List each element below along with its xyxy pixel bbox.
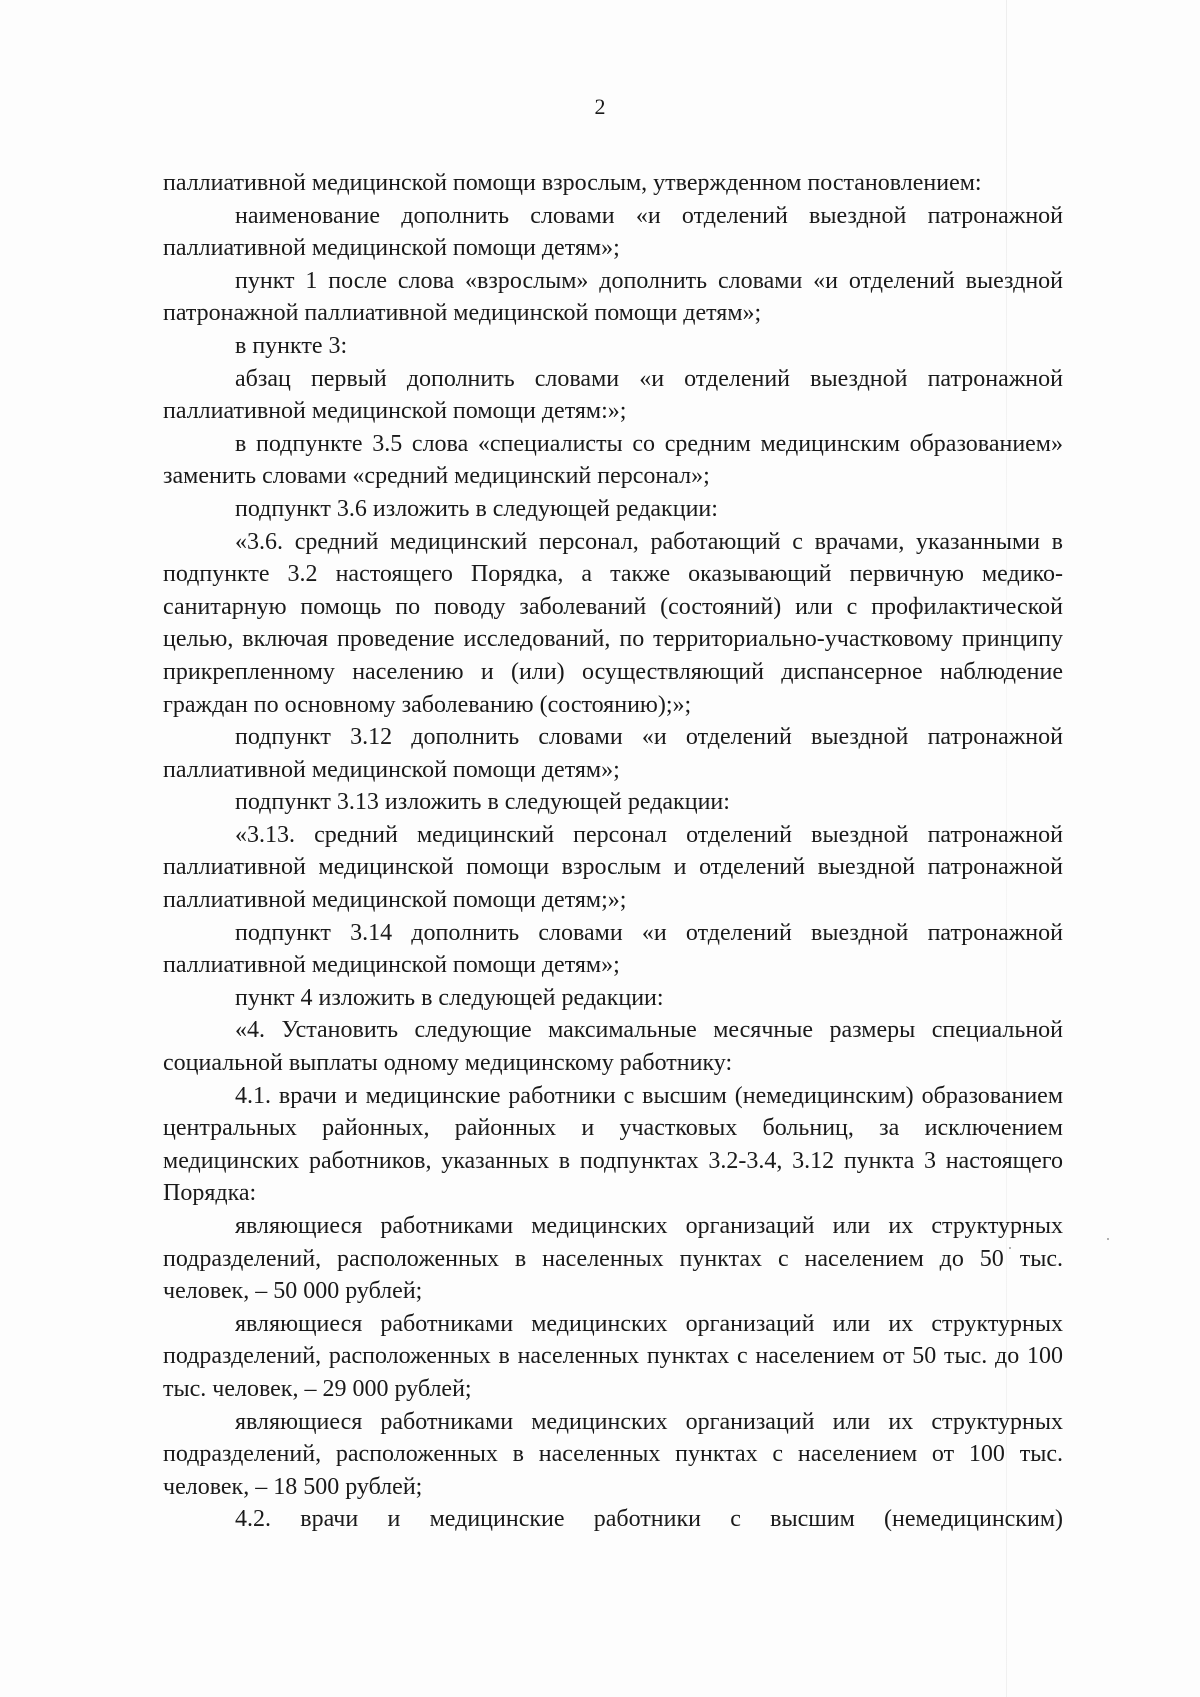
paragraph: в пункте 3:	[235, 332, 348, 359]
paragraph: 4.1. врачи и медицинские работники с высшим (немедицинским) образованием центральных районных, районных и участковых больниц, за исключением медицинских работников, указанных в подпунктах 3.2-3.4, 3.12 пункта 3 настоящего Порядка:	[163, 1082, 1063, 1207]
paragraph: подпункт 3.14 дополнить словами «и отделений выездной патронажной паллиативной медицинской помощи детям»;	[163, 919, 1063, 979]
paragraph: паллиативной медицинской помощи взрослым, утвержденном постановлением:	[163, 170, 982, 196]
paragraph: подпункт 3.12 дополнить словами «и отделений выездной патронажной паллиативной медицинской помощи детям»;	[163, 724, 1063, 783]
paragraph: подпункт 3.13 изложить в следующей редакции:	[235, 789, 730, 816]
scan-speck	[1107, 1238, 1109, 1240]
paragraph: являющиеся работниками медицинских организаций или их структурных подразделений, расположенных в населенных пунктах с населением от 100 тыс. человек, – 18 500 рублей;	[163, 1408, 1063, 1500]
paragraph: пункт 4 изложить в следующей редакции:	[235, 984, 664, 1011]
paragraph: «3.13. средний медицинский персонал отделений выездной патронажной паллиативной медицинской помощи взрослым и отделений выездной патронажной паллиативной медицинской помощи детям;»;	[163, 821, 1063, 914]
paragraph: 4.2. врачи и медицинские работники с высшим (немедицинским)	[235, 1506, 1063, 1533]
paragraph: наименование дополнить словами «и отделений выездной патронажной паллиативной медицинской помощи детям»;	[163, 202, 1063, 262]
paragraph: являющиеся работниками медицинских организаций или их структурных подразделений, расположенных в населенных пунктах с населением от 50 тыс. до 100 тыс. человек, – 29 000 рублей;	[163, 1310, 1063, 1402]
paragraph: в подпункте 3.5 слова «специалисты со средним медицинским образованием» заменить словами «средний медицинский персонал»;	[163, 430, 1063, 490]
paragraph: «3.6. средний медицинский персонал, работающий с врачами, указанными в подпункте 3.2 настоящего Порядка, а также оказывающий первичную медико-санитарную помощь по поводу заболеваний (состояний) или с профилактической целью, включая проведение исследований, по территориально-участковому принципу прикрепленному населению и (или) осуществляющий диспансерное наблюдение граждан по основному заболеванию (состоянию);»;	[163, 528, 1063, 718]
paragraph: абзац первый дополнить словами «и отделений выездной патронажной паллиативной медицинской помощи детям:»;	[163, 365, 1063, 425]
paragraph: пункт 1 после слова «взрослым» дополнить словами «и отделений выездной патронажной паллиативной медицинской помощи детям»;	[163, 267, 1063, 327]
paragraph: «4. Установить следующие максимальные месячные размеры специальной социальной выплаты одному медицинскому работнику:	[163, 1017, 1063, 1077]
page-number: 2	[594, 94, 606, 119]
paragraph: являющиеся работниками медицинских организаций или их структурных подразделений, расположенных в населенных пунктах с населением до 50 тыс. человек, – 50 000 рублей;	[163, 1213, 1063, 1305]
paragraph: подпункт 3.6 изложить в следующей редакции:	[235, 495, 718, 522]
document-body	[163, 167, 1063, 1536]
